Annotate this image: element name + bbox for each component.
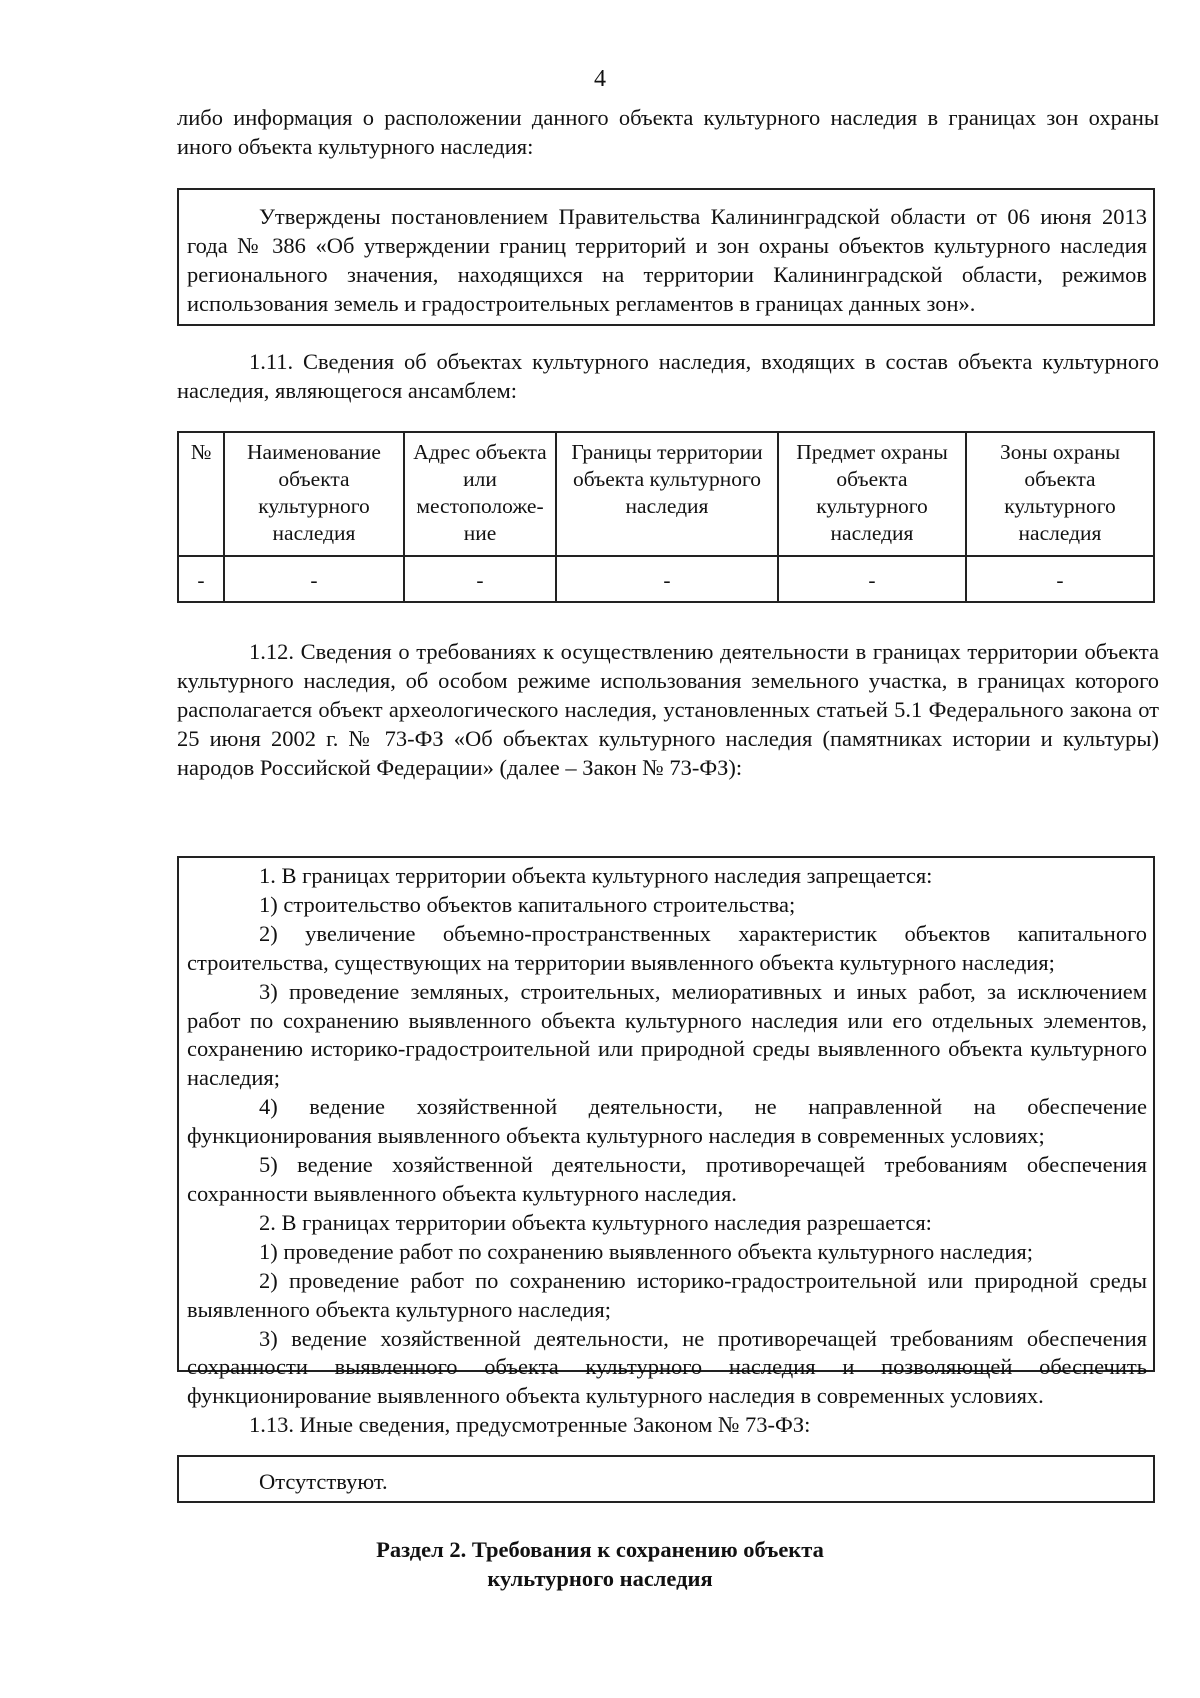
requirement-item: 2. В границах территории объекта культурного наследия разрешается: xyxy=(259,1209,932,1235)
section-2-title-line-2: культурного наследия xyxy=(487,1566,713,1591)
table-cell: - xyxy=(178,556,224,602)
requirement-item: 3) ведение хозяйственной деятельности, не противоречащей требованиям обеспечения сохранности выявленного объекта культурного наследия и позволяющей обеспечить функционирование выявленного объекта культурного наследия в современных условиях. xyxy=(187,1325,1147,1409)
header-protection-zones: Зоны охраны объекта культурного наследия xyxy=(966,432,1154,556)
other-info-text: Отсутствуют. xyxy=(259,1469,388,1494)
requirement-item: 1) проведение работ по сохранению выявленного объекта культурного наследия; xyxy=(259,1238,1033,1264)
table-cell: - xyxy=(556,556,778,602)
section-1-12: 1.12. Сведения о требованиях к осуществлению деятельности в границах территории объекта культурного наследия, об особом режиме использования земельного участка, в границах которого располагается объект археологического наследия, установленных статьей 5.1 Федерального закона от 25 июня 2002 г. № 73-ФЗ «Об объектах культурного наследия (памятниках истории и культуры) народов Российской Федерации» (далее – Закон № 73-ФЗ): xyxy=(177,639,1159,780)
header-number: № xyxy=(178,432,224,556)
header-name: Наименование объекта культурного наследия xyxy=(224,432,404,556)
page-number: 4 xyxy=(594,66,606,92)
requirement-item: 1. В границах территории объекта культурного наследия запрещается: xyxy=(259,863,933,888)
section-2-title-line-1: Раздел 2. Требования к сохранению объекта xyxy=(376,1537,824,1562)
requirement-item: 2) проведение работ по сохранению историко-градостроительной или природной среды выявленного объекта культурного наследия; xyxy=(187,1267,1147,1322)
table-row xyxy=(178,556,1154,602)
requirement-item: 1) строительство объектов капитального строительства; xyxy=(259,891,796,917)
requirement-item: 5) ведение хозяйственной деятельности, противоречащей требованиям обеспечения сохранности выявленного объекта культурного наследия. xyxy=(187,1152,1147,1206)
table-cell: - xyxy=(778,556,966,602)
other-info-box xyxy=(177,1455,1155,1503)
requirement-item: 3) проведение земляных, строительных, мелиоративных и иных работ, за исключением работ по сохранению выявленного объекта культурного наследия или его отдельных элементов, сохранению историко-градостроительной или природной среды выявленного объекта культурного наследия; xyxy=(187,978,1147,1091)
table-cell: - xyxy=(404,556,556,602)
header-protection-subject: Предмет охраны объекта культурного наследия xyxy=(778,432,966,556)
section-1-11: 1.11. Сведения об объектах культурного наследия, входящих в состав объекта культурного наследия, являющегося ансамблем: xyxy=(177,349,1159,403)
section-2-title xyxy=(0,1535,1200,1593)
requirement-item: 4) ведение хозяйственной деятельности, не направленной на обеспечение функционирования выявленного объекта культурного наследия в современных условиях; xyxy=(187,1094,1147,1149)
table-cell: - xyxy=(224,556,404,602)
ensemble-table xyxy=(177,431,1155,603)
table-header-row xyxy=(178,432,1154,556)
requirement-item: 2) увеличение объемно-пространственных характеристик объектов капитального строительства, существующих на территории выявленного объекта культурного наследия; xyxy=(187,920,1147,975)
approval-text: Утверждены постановлением Правительства Калининградской области от 06 июня 2013 года № 386 «Об утверждении границ территорий и зон охраны объектов культурного наследия регионального значения, находящихся на территории Калининградской области, режимов использования земель и градостроительных регламентов в границах данных зон». xyxy=(187,204,1147,316)
header-boundaries: Границы территории объекта культурного наследия xyxy=(556,432,778,556)
approval-box xyxy=(177,188,1155,326)
intro-paragraph: либо информация о расположении данного объекта культурного наследия в границах зон охраны иного объекта культурного наследия: xyxy=(177,105,1159,159)
section-1-13: 1.13. Иные сведения, предусмотренные Законом № 73-ФЗ: xyxy=(249,1412,811,1437)
table-cell: - xyxy=(966,556,1154,602)
header-address: Адрес объекта или местоположе-ние xyxy=(404,432,556,556)
requirements-box xyxy=(177,856,1155,1409)
